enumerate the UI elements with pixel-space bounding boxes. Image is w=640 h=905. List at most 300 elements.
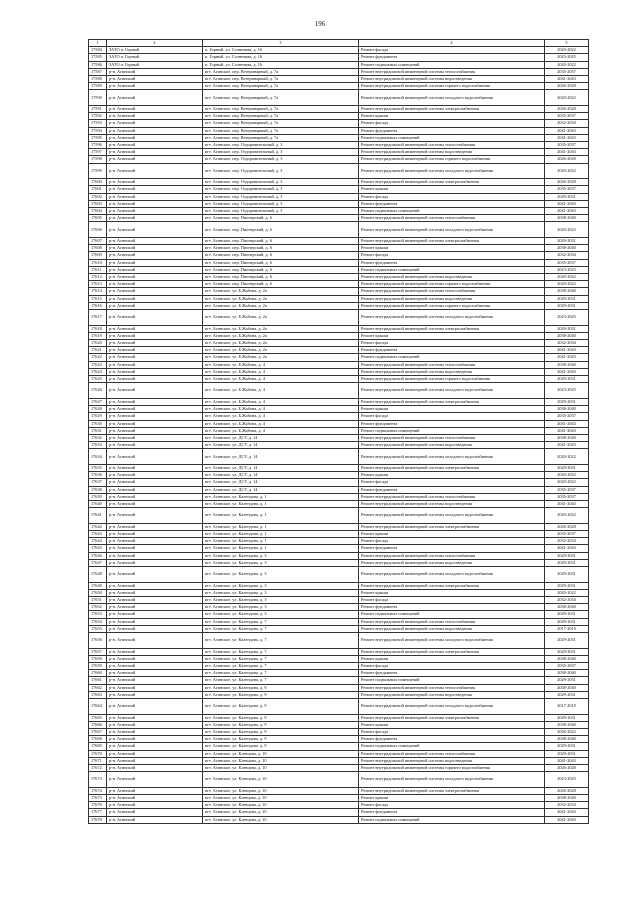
table-row [89,648,589,655]
row-number-cell: 17589 [89,83,107,90]
work-type-cell: Ремонт крыши [359,472,545,479]
period-cell: 2017-2019 [545,698,589,714]
period-cell: 2041-2043 [545,442,589,449]
address-cell: пгт. Агинское, пер. Пионерский, д. 6 [203,245,359,252]
row-number-cell: 17645 [89,545,107,552]
period-cell: 2041-2043 [545,368,589,375]
table-row [89,398,589,405]
work-type-cell: Ремонт внутридомовой инженерной системы электроснабжения [359,787,545,794]
page-number: 196 [314,20,326,28]
row-number-cell: 17636 [89,472,107,479]
row-number-cell: 17631 [89,427,107,434]
row-number-cell: 17609 [89,252,107,259]
work-type-cell: Ремонт фасада [359,413,545,420]
municipality-cell: р-н. Агинский [107,508,203,524]
period-cell: 2038-2040 [545,794,589,801]
municipality-cell: р-н. Агинский [107,266,203,273]
row-number-cell: 17677 [89,809,107,816]
address-cell: пгт. Агинское, ул. Календова, д. 1 [203,508,359,524]
address-cell: пгт. Агинское, ул. Б.Жабона, д. 4 [203,420,359,427]
work-type-cell: Ремонт подвальных помещений [359,611,545,618]
work-type-cell: Ремонт внутридомовой инженерной системы теплоснабжения [359,684,545,691]
work-type-cell: Ремонт внутридомовой инженерной системы горячего водоснабжения [359,83,545,90]
table-row [89,618,589,625]
address-cell: пгт. Агинское, пер. Пионерский, д. 6 [203,266,359,273]
row-number-cell: 17619 [89,332,107,339]
table-row [89,757,589,764]
table-row [89,361,589,368]
row-number-cell: 17678 [89,816,107,823]
address-cell: пгт. Агинское, ул. Календова, д. 1 [203,493,359,500]
row-number-cell: 17632 [89,434,107,441]
address-cell: пгт. Агинское, пер. Оздоровительный, д. 3 [203,156,359,163]
row-number-cell: 17591 [89,106,107,113]
municipality-cell: р-н. Агинский [107,743,203,750]
work-type-cell: Ремонт фундамента [359,420,545,427]
municipality-cell: р-н. Агинский [107,245,203,252]
table-row [89,508,589,524]
work-type-cell: Ремонт внутридомовой инженерной системы электроснабжения [359,106,545,113]
period-cell: 2035-2037 [545,486,589,493]
period-cell: 2029-2031 [545,750,589,757]
address-cell: пгт. Агинское, ул. Клевцова, д. 10 [203,802,359,809]
period-cell: 2032-2034 [545,596,589,603]
table-row [89,61,589,68]
work-type-cell: Ремонт внутридомовой инженерной системы холодного водоснабжения [359,508,545,524]
table-row [89,523,589,530]
work-type-cell: Ремонт внутридомовой инженерной системы электроснабжения [359,398,545,405]
municipality-cell: р-н. Агинский [107,252,203,259]
period-cell: 2017-2019 [545,625,589,632]
period-cell: 2029-2031 [545,559,589,566]
municipality-cell: р-н. Агинский [107,222,203,238]
period-cell: 2041-2043 [545,127,589,134]
address-cell: пгт. Агинское, ул. Б.Жабона, д. 4 [203,413,359,420]
work-type-cell: Ремонт фасада [359,802,545,809]
work-type-cell: Ремонт внутридомовой инженерной системы горячего водоснабжения [359,302,545,309]
row-number-cell: 17622 [89,354,107,361]
table-row [89,816,589,823]
period-cell: 2029-2031 [545,611,589,618]
address-cell: пгт. Агинское, ул. Клевцова, д. 10 [203,750,359,757]
municipality-cell: р-н. Агинский [107,186,203,193]
address-cell: пгт. Агинское, ул. Календова, д. 3 [203,596,359,603]
address-cell: пгт. Агинское, ул. Календова, д. 3 [203,552,359,559]
table-row [89,179,589,186]
municipality-cell: р-н. Агинский [107,728,203,735]
municipality-cell: р-н. Агинский [107,500,203,507]
table-row [89,714,589,721]
work-type-cell: Ремонт подвальных помещений [359,354,545,361]
address-cell: пгт. Агинское, ул. Клевцова, д. 10 [203,757,359,764]
work-type-cell: Ремонт фасада [359,340,545,347]
table-row [89,611,589,618]
period-cell: 2020-2022 [545,281,589,288]
period-cell: 2029-2031 [545,193,589,200]
municipality-cell: р-н. Агинский [107,794,203,801]
work-type-cell: Ремонт фундамента [359,736,545,743]
table-row [89,54,589,61]
period-cell: 2029-2031 [545,302,589,309]
period-cell: 2029-2031 [545,325,589,332]
municipality-cell: р-н. Агинский [107,238,203,245]
municipality-cell: р-н. Агинский [107,347,203,354]
period-cell: 2026-2028 [545,787,589,794]
table-row [89,127,589,134]
row-number-cell: 17640 [89,500,107,507]
row-number-cell: 17629 [89,413,107,420]
row-number-cell: 17646 [89,552,107,559]
period-cell: 2041-2043 [545,545,589,552]
row-number-cell: 17644 [89,538,107,545]
row-number-cell: 17667 [89,728,107,735]
repair-schedule-table [88,39,589,824]
work-type-cell: Ремонт крыши [359,794,545,801]
table-row [89,464,589,471]
period-cell: 2020-2022 [545,222,589,238]
period-cell: 2020-2022 [545,479,589,486]
municipality-cell: р-н. Агинский [107,698,203,714]
address-cell: пгт. Агинское, пер. Ветеринарный, д. 7а [203,76,359,83]
table-row [89,500,589,507]
work-type-cell: Ремонт крыши [359,113,545,120]
period-cell: 2038-2040 [545,245,589,252]
table-header [89,40,589,47]
row-number-cell: 17588 [89,76,107,83]
table-row [89,106,589,113]
row-number-cell: 17634 [89,449,107,465]
row-number-cell: 17670 [89,750,107,757]
address-cell: пгт. Агинское, ул. Б.Жабона, д. 2а [203,354,359,361]
municipality-cell: р-н. Агинский [107,376,203,383]
table-row [89,245,589,252]
column-header-work-type: 4 [359,40,545,47]
work-type-cell: Ремонт подвальных помещений [359,134,545,141]
table-row [89,582,589,589]
period-cell: 2029-2031 [545,552,589,559]
work-type-cell: Ремонт крыши [359,655,545,662]
row-number-cell: 17600 [89,179,107,186]
table-row [89,632,589,648]
period-cell: 2029-2031 [545,648,589,655]
work-type-cell: Ремонт внутридомовой инженерной системы водоотведения [359,274,545,281]
work-type-cell: Ремонт фундамента [359,670,545,677]
row-number-cell: 17652 [89,604,107,611]
work-type-cell: Ремонт внутридомовой инженерной системы теплоснабжения [359,552,545,559]
table-row [89,772,589,788]
table-row [89,794,589,801]
municipality-cell: р-н. Агинский [107,648,203,655]
row-number-cell: 17649 [89,582,107,589]
period-cell: 2035-2037 [545,413,589,420]
period-cell: 2038-2040 [545,215,589,222]
work-type-cell: Ремонт внутридомовой инженерной системы электроснабжения [359,523,545,530]
row-number-cell: 17612 [89,274,107,281]
table-row [89,442,589,449]
address-cell: пгт. Агинское, ул. Б.Жабона, д. 4 [203,398,359,405]
period-cell: 2041-2043 [545,757,589,764]
work-type-cell: Ремонт фасада [359,120,545,127]
period-cell: 2029-2031 [545,295,589,302]
municipality-cell: р-н. Агинский [107,464,203,471]
period-cell: 2038-2040 [545,670,589,677]
table-row [89,530,589,537]
period-cell: 2035-2037 [545,142,589,149]
work-type-cell: Ремонт крыши [359,332,545,339]
period-cell: 2026-2028 [545,83,589,90]
row-number-cell: 17606 [89,222,107,238]
address-cell: пгт. Агинское, ул. Б.Жабона, д. 4 [203,383,359,399]
table-row [89,325,589,332]
work-type-cell: Ремонт внутридомовой инженерной системы водоотведения [359,757,545,764]
period-cell: 2029-2031 [545,566,589,582]
row-number-cell: 17660 [89,670,107,677]
period-cell: 2041-2043 [545,347,589,354]
address-cell: пгт. Агинское, пер. Пионерский, д. 6 [203,259,359,266]
table-row [89,149,589,156]
period-cell: 2041-2043 [545,500,589,507]
work-type-cell: Ремонт фундамента [359,809,545,816]
period-cell: 2032-2034 [545,120,589,127]
period-cell: 2038-2040 [545,361,589,368]
period-cell: 2020-2022 [545,90,589,106]
period-cell: 2020-2022 [545,61,589,68]
work-type-cell: Ремонт подвальных помещений [359,208,545,215]
table-row [89,427,589,434]
row-number-cell: 17618 [89,325,107,332]
period-cell: 2023-2025 [545,310,589,326]
table-body [89,47,589,824]
row-number-cell: 17675 [89,794,107,801]
address-cell: пгт. Агинское, пер. Оздоровительный, д. 3 [203,208,359,215]
municipality-cell: р-н. Агинский [107,611,203,618]
table-row [89,728,589,735]
period-cell: 2041-2043 [545,816,589,823]
period-cell: 2041-2043 [545,134,589,141]
work-type-cell: Ремонт внутридомовой инженерной системы электроснабжения [359,179,545,186]
row-number-cell: 17643 [89,530,107,537]
row-number-cell: 17623 [89,361,107,368]
row-number-cell: 17617 [89,310,107,326]
period-cell: 2041-2043 [545,200,589,207]
address-cell: пгт. Агинское, ул. ДСУ, д. 14 [203,472,359,479]
municipality-cell: р-н. Агинский [107,142,203,149]
row-number-cell: 17676 [89,802,107,809]
period-cell: 2020-2022 [545,163,589,179]
table-row [89,545,589,552]
municipality-cell: р-н. Агинский [107,295,203,302]
table-row [89,302,589,309]
period-cell: 2020-2022 [545,508,589,524]
municipality-cell: р-н. Агинский [107,200,203,207]
work-type-cell: Ремонт внутридомовой инженерной системы теплоснабжения [359,288,545,295]
row-number-cell: 17671 [89,757,107,764]
municipality-cell: р-н. Агинский [107,493,203,500]
period-cell: 2038-2040 [545,721,589,728]
work-type-cell: Ремонт фундамента [359,127,545,134]
table-row [89,670,589,677]
table-row [89,295,589,302]
row-number-cell: 17604 [89,208,107,215]
address-cell: пгт. Агинское, ул. Календова, д. 1 [203,538,359,545]
address-cell: пгт. Агинское, ул. Календова, д. 9 [203,684,359,691]
municipality-cell: р-н. Агинский [107,259,203,266]
period-cell: 2020-2022 [545,47,589,54]
table-row [89,163,589,179]
row-number-cell: 17610 [89,259,107,266]
row-number-cell: 17625 [89,376,107,383]
table-row [89,413,589,420]
work-type-cell: Ремонт внутридомовой инженерной системы водоотведения [359,500,545,507]
row-number-cell: 17627 [89,398,107,405]
period-cell: 2026-2028 [545,764,589,771]
work-type-cell: Ремонт внутридомовой инженерной системы водоотведения [359,625,545,632]
row-number-cell: 17665 [89,714,107,721]
row-number-cell: 17620 [89,340,107,347]
table-row [89,47,589,54]
municipality-cell: р-н. Агинский [107,420,203,427]
period-cell: 2038-2040 [545,736,589,743]
address-cell: пгт. Агинское, пер. Ветеринарный, д. 7а [203,83,359,90]
table-row [89,68,589,75]
municipality-cell: р-н. Агинский [107,523,203,530]
address-cell: пгт. Агинское, пер. Ветеринарный, д. 7а [203,113,359,120]
table-row [89,274,589,281]
address-cell: пгт. Агинское, ул. Календова, д. 7 [203,670,359,677]
period-cell: 2023-2025 [545,54,589,61]
address-cell: пгт. Агинское, ул. Б.Жабона, д. 4 [203,406,359,413]
row-number-cell: 17673 [89,772,107,788]
address-cell: пгт. Агинское, ул. Календова, д. 3 [203,589,359,596]
address-cell: пгт. Агинское, ул. Календова, д. 9 [203,743,359,750]
municipality-cell: р-н. Агинский [107,736,203,743]
work-type-cell: Ремонт внутридомовой инженерной системы теплоснабжения [359,750,545,757]
work-type-cell: Ремонт внутридомовой инженерной системы теплоснабжения [359,142,545,149]
period-cell: 2035-2037 [545,493,589,500]
row-number-cell: 17586 [89,61,107,68]
table-row [89,691,589,698]
period-cell: 2023-2025 [545,266,589,273]
municipality-cell: р-н. Агинский [107,127,203,134]
period-cell: 2029-2031 [545,464,589,471]
row-number-cell: 17635 [89,464,107,471]
address-cell: пгт. Агинское, ул. Календова, д. 3 [203,582,359,589]
municipality-cell: р-н. Агинский [107,566,203,582]
table-row [89,281,589,288]
table-row [89,420,589,427]
work-type-cell: Ремонт фундамента [359,54,545,61]
column-header-address: 3 [203,40,359,47]
row-number-cell: 17648 [89,566,107,582]
row-number-cell: 17659 [89,662,107,669]
period-cell: 2041-2043 [545,809,589,816]
address-cell: пгт. Агинское, ул. Б.Жабона, д. 2а [203,295,359,302]
period-cell: 2020-2022 [545,589,589,596]
table-row [89,354,589,361]
row-number-cell: 17592 [89,113,107,120]
period-cell: 2035-2037 [545,186,589,193]
row-number-cell: 17647 [89,559,107,566]
period-cell: 2026-2022 [545,728,589,735]
work-type-cell: Ремонт фундамента [359,545,545,552]
address-cell: пгт. Агинское, пер. Ветеринарный, д. 7а [203,134,359,141]
municipality-cell: р-н. Агинский [107,757,203,764]
municipality-cell: ЗАТО п. Горный [107,54,203,61]
period-cell: 2029-2031 [545,743,589,750]
municipality-cell: р-н. Агинский [107,413,203,420]
row-number-cell: 17628 [89,406,107,413]
municipality-cell: р-н. Агинский [107,113,203,120]
municipality-cell: р-н. Агинский [107,545,203,552]
table-row [89,193,589,200]
row-number-cell: 17587 [89,68,107,75]
work-type-cell: Ремонт крыши [359,406,545,413]
municipality-cell: ЗАТО п. Горный [107,61,203,68]
municipality-cell: р-н. Агинский [107,361,203,368]
header-row [89,40,589,47]
address-cell: пгт. Агинское, ул. Б.Жабона, д. 2а [203,288,359,295]
work-type-cell: Ремонт внутридомовой инженерной системы холодного водоснабжения [359,632,545,648]
period-cell: 2035-2037 [545,259,589,266]
period-cell: 2029-2031 [545,376,589,383]
address-cell: пгт. Агинское, ул. Календова, д. 1 [203,530,359,537]
municipality-cell: р-н. Агинский [107,538,203,545]
work-type-cell: Ремонт фундамента [359,604,545,611]
table-row [89,200,589,207]
table-row [89,802,589,809]
row-number-cell: 17601 [89,186,107,193]
row-number-cell: 17655 [89,625,107,632]
address-cell: пгт. Агинское, ул. Клевцова, д. 10 [203,772,359,788]
work-type-cell: Ремонт внутридомовой инженерной системы теплоснабжения [359,493,545,500]
municipality-cell: р-н. Агинский [107,354,203,361]
municipality-cell: р-н. Агинский [107,398,203,405]
work-type-cell: Ремонт внутридомовой инженерной системы горячего водоснабжения [359,281,545,288]
row-number-cell: 17674 [89,787,107,794]
municipality-cell: р-н. Агинский [107,596,203,603]
work-type-cell: Ремонт внутридомовой инженерной системы электроснабжения [359,238,545,245]
address-cell: пгт. Агинское, ул. Б.Жабона, д. 4 [203,376,359,383]
municipality-cell: р-н. Агинский [107,368,203,375]
table-row [89,76,589,83]
period-cell: 2041-2043 [545,149,589,156]
address-cell: пгт. Агинское, ул. Календова, д. 3 [203,559,359,566]
work-type-cell: Ремонт внутридомовой инженерной системы холодного водоснабжения [359,90,545,106]
work-type-cell: Ремонт крыши [359,530,545,537]
work-type-cell: Ремонт внутридомовой инженерной системы теплоснабжения [359,434,545,441]
municipality-cell: р-н. Агинский [107,434,203,441]
address-cell: пгт. Агинское, ул. ДСУ, д. 14 [203,486,359,493]
work-type-cell: Ремонт внутридомовой инженерной системы холодного водоснабжения [359,698,545,714]
address-cell: пгт. Агинское, ул. ДСУ, д. 14 [203,464,359,471]
municipality-cell: р-н. Агинский [107,302,203,309]
municipality-cell: р-н. Агинский [107,120,203,127]
table-row [89,809,589,816]
address-cell: пгт. Агинское, ул. Календова, д. 1 [203,545,359,552]
table-row [89,222,589,238]
address-cell: пгт. Агинское, ул. Календова, д. 7 [203,632,359,648]
address-cell: пгт. Агинское, пер. Ветеринарный, д. 7а [203,90,359,106]
work-type-cell: Ремонт внутридомовой инженерной системы холодного водоснабжения [359,566,545,582]
period-cell: 2041-2043 [545,208,589,215]
address-cell: пгт. Агинское, пер. Ветеринарный, д. 7а [203,127,359,134]
table-row [89,252,589,259]
address-cell: пгт. Агинское, ул. Календова, д. 9 [203,698,359,714]
address-cell: пгт. Агинское, ул. Календова, д. 7 [203,648,359,655]
municipality-cell: р-н. Агинский [107,274,203,281]
address-cell: пгт. Агинское, ул. Календова, д. 9 [203,736,359,743]
period-cell: 2020-2022 [545,472,589,479]
